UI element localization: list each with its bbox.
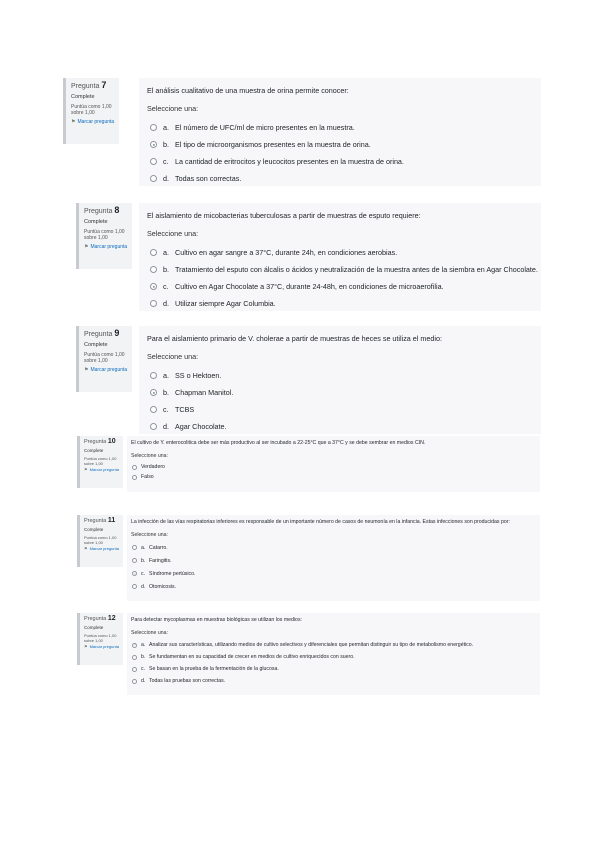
question-info	[76, 203, 132, 269]
question-info	[77, 436, 123, 488]
answer-option-d[interactable]: d. Todas son correctas.	[147, 170, 541, 187]
question-state: Complete	[71, 93, 95, 100]
answer-option-c[interactable]: c. Se basan en la prueba de la fermentación de la glucosa.	[131, 663, 540, 675]
question-info	[77, 613, 123, 665]
answer-prompt: Seleccione una:	[147, 229, 199, 238]
question-number: Pregunta 11	[84, 517, 116, 524]
radio-button[interactable]	[132, 475, 137, 480]
answer-prompt: Seleccione una:	[147, 104, 199, 113]
answer-prompt: Seleccione una:	[131, 453, 168, 459]
question-grade: Puntúa como 1,00 sobre 1,00	[84, 228, 125, 242]
answer-option-c[interactable]: c. Síndrome pertúsico.	[131, 567, 540, 580]
question-info	[63, 78, 119, 144]
flag-question-link[interactable]: ⚑ Marcar pregunta	[84, 466, 119, 472]
answer-option-b[interactable]: b. Faringitis.	[131, 554, 540, 567]
answer-list	[131, 462, 540, 482]
answer-option-d[interactable]: d. Otomicosis.	[131, 580, 540, 593]
flag-question-link[interactable]: ⚑ Marcar pregunta	[84, 545, 119, 551]
question-content	[127, 613, 540, 695]
question-text: El cultivo de Y. enterocolitica debe ser más productivo al ser incubado a 22-25°C que a 37°C y se debe sembrar en medios CIN.	[131, 440, 426, 446]
radio-button-selected[interactable]	[150, 389, 157, 396]
question-text: El aislamiento de micobacterias tuberculosas a partir de muestras de esputo requiere:	[147, 211, 421, 220]
question-state: Complete	[84, 526, 104, 532]
question-grade: Puntúa como 1,00 sobre 1,00	[84, 351, 125, 365]
flag-question-link[interactable]: ⚑ Marcar pregunta	[84, 643, 119, 649]
answer-option-a[interactable]: a. El número de UFC/ml de micro presentes en la muestra.	[147, 119, 541, 136]
answer-prompt: Seleccione una:	[131, 630, 168, 636]
answer-option-d[interactable]: d. Utilizar siempre Agar Columbia.	[147, 295, 541, 312]
answer-option-a[interactable]: a. Cultivo en agar sangre a 37°C, durante 24h, en condiciones aerobias.	[147, 244, 541, 261]
question-content	[139, 203, 541, 311]
question-grade: Puntúa como 1,00 sobre 1,00	[71, 103, 112, 117]
flag-icon: ⚑	[84, 244, 89, 251]
question-content	[139, 326, 541, 434]
answer-option-b[interactable]: b. Chapman Manitol.	[147, 384, 541, 401]
answer-option-b[interactable]: b. Tratamiento del esputo con álcalis o ácidos y neutralización de la muestra antes de la siembra en Agar Chocolate.	[147, 261, 541, 278]
answer-list	[147, 367, 541, 435]
answer-option-a[interactable]: a. Analizar sus características, utilizando medios de cultivo selectivos y diferenciales que permitan distinguir su tipo de metabolismo energético.	[131, 639, 540, 651]
flag-icon: ⚑	[84, 643, 88, 649]
flag-icon: ⚑	[84, 367, 89, 374]
answer-option-true[interactable]: Verdadero	[131, 462, 540, 472]
radio-button[interactable]	[132, 545, 137, 550]
radio-button[interactable]	[150, 423, 157, 430]
flag-icon: ⚑	[84, 466, 88, 472]
flag-icon: ⚑	[84, 545, 88, 551]
radio-button-selected[interactable]	[132, 571, 137, 576]
question-grade: Puntúa como 1,00 sobre 1,00	[84, 455, 117, 466]
radio-button[interactable]	[150, 372, 157, 379]
answer-option-c[interactable]: c. La cantidad de eritrocitos y leucocitos presentes en la muestra de orina.	[147, 153, 541, 170]
flag-question-link[interactable]: ⚑ Marcar pregunta	[84, 367, 128, 374]
question-info	[76, 326, 132, 392]
question-number: Pregunta 8	[84, 205, 120, 215]
flag-question-link[interactable]: ⚑ Marcar pregunta	[71, 119, 115, 126]
answer-option-c[interactable]: c. Cultivo en Agar Chocolate a 37°C, durante 24-48h, en condiciones de microaerofilia.	[147, 278, 541, 295]
radio-button-selected[interactable]	[132, 643, 137, 648]
radio-button[interactable]	[132, 584, 137, 589]
answer-list	[131, 639, 540, 687]
question-info	[77, 515, 123, 567]
radio-button-selected[interactable]	[150, 141, 157, 148]
question-text: El análisis cualitativo de una muestra de orina permite conocer:	[147, 86, 349, 95]
radio-button[interactable]	[150, 300, 157, 307]
radio-button[interactable]	[150, 124, 157, 131]
question-state: Complete	[84, 624, 104, 630]
question-text: La infección de las vías respiratorias inferiores es responsable de un importante número de casos de neumonía en la infancia. Estas infecciones son producidas por:	[131, 519, 510, 525]
question-content	[127, 515, 540, 601]
radio-button[interactable]	[150, 158, 157, 165]
answer-option-false[interactable]: Falso	[131, 472, 540, 482]
radio-button[interactable]	[132, 558, 137, 563]
answer-option-a[interactable]: a. Catarro.	[131, 541, 540, 554]
flag-icon: ⚑	[71, 119, 76, 126]
question-number: Pregunta 12	[84, 615, 116, 622]
answer-option-b[interactable]: b. Se fundamentan en su capacidad de crecer en medios de cultivo enriquecidos con suero.	[131, 651, 540, 663]
answer-option-d[interactable]: d. Todas las pruebas son correctas.	[131, 675, 540, 687]
answer-option-d[interactable]: d. Agar Chocolate.	[147, 418, 541, 435]
question-text: Para detectar mycoplasmas en muestras biológicas se utilizan los medios:	[131, 617, 302, 623]
radio-button[interactable]	[150, 266, 157, 273]
radio-button[interactable]	[150, 406, 157, 413]
question-grade: Puntúa como 1,00 sobre 1,00	[84, 534, 117, 545]
radio-button[interactable]	[132, 679, 137, 684]
radio-button[interactable]	[150, 249, 157, 256]
answer-prompt: Seleccione una:	[131, 532, 168, 538]
answer-option-a[interactable]: a. SS o Hektoen.	[147, 367, 541, 384]
question-state: Complete	[84, 341, 108, 348]
answer-option-c[interactable]: c. TCBS	[147, 401, 541, 418]
answer-option-b[interactable]: b. El tipo de microorganismos presentes en la muestra de orina.	[147, 136, 541, 153]
question-number: Pregunta 9	[84, 328, 120, 338]
radio-button-selected[interactable]	[150, 283, 157, 290]
question-number: Pregunta 10	[84, 438, 116, 445]
question-grade: Puntúa como 1,00 sobre 1,00	[84, 632, 117, 643]
question-text: Para el aislamiento primario de V. cholerae a partir de muestras de heces se utiliza el medio:	[147, 334, 442, 343]
flag-question-link[interactable]: ⚑ Marcar pregunta	[84, 244, 128, 251]
question-number: Pregunta 7	[71, 80, 107, 90]
radio-button[interactable]	[150, 175, 157, 182]
radio-button[interactable]	[132, 667, 137, 672]
answer-list	[147, 244, 541, 312]
answer-list	[147, 119, 541, 187]
question-content	[139, 78, 541, 186]
answer-prompt: Seleccione una:	[147, 352, 199, 361]
radio-button[interactable]	[132, 655, 137, 660]
question-content	[127, 436, 540, 492]
question-state: Complete	[84, 218, 108, 225]
question-state: Complete	[84, 447, 104, 453]
radio-button[interactable]	[132, 465, 137, 470]
answer-list	[131, 541, 540, 593]
